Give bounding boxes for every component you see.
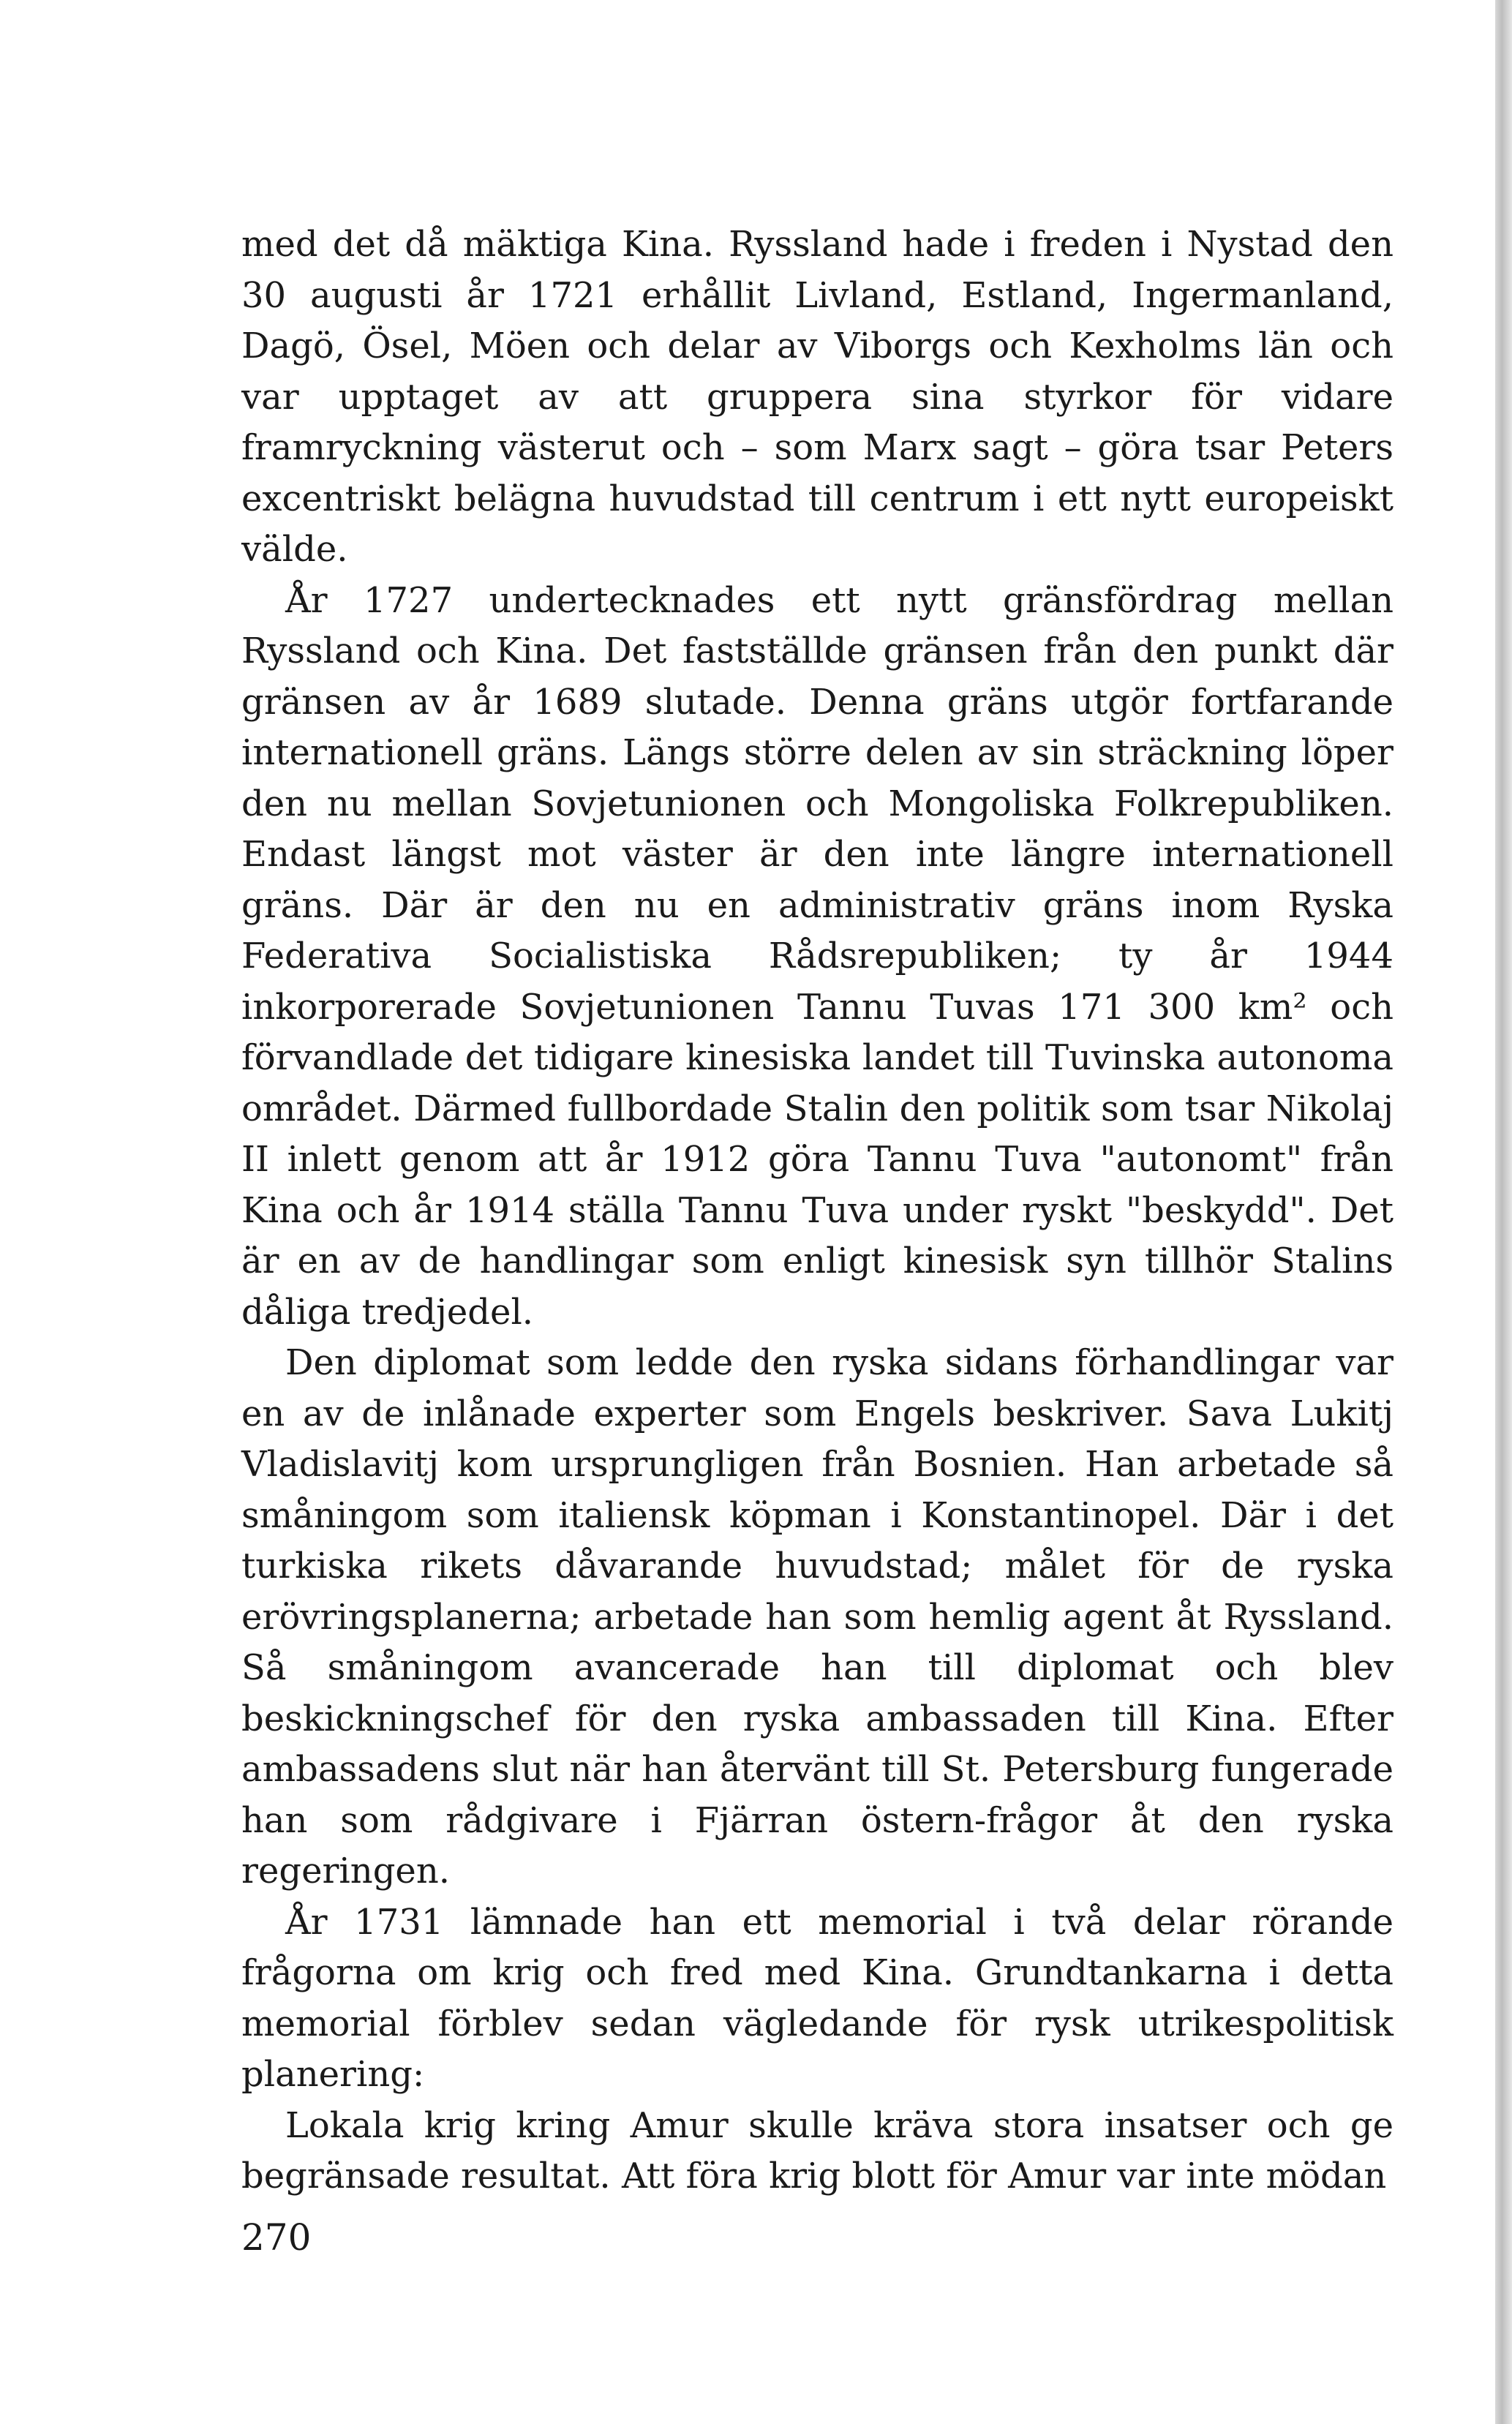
paragraph-1: med det då mäktiga Kina. Ryssland hade i freden i Nystad den 30 augusti år 1721 erhållit Livland, Estland, Ingermanland, Dagö, Ösel, Möen och delar av Viborgs och Kexholms län och var upptaget av att gruppera sina styrkor för vidare framryckning västerut och – som Marx sagt – göra tsar Peters excentriskt belägna huvudstad till centrum i ett nytt europeiskt välde. (241, 224, 1393, 570)
body-text (241, 219, 1393, 2202)
paragraph-2: År 1727 undertecknades ett nytt gränsfördrag mellan Ryssland och Kina. Det fastställde gränsen från den punkt där gränsen av år 1689 slutade. Denna gräns utgör fortfarande internationell gräns. Längs större delen av sin sträckning löper den nu mellan Sovjetunionen och Mongoliska Folkrepubliken. Endast längst mot väster är den inte längre internationell gräns. Där är den nu en administrativ gräns inom Ryska Federativa Socialistiska Rådsrepubliken; ty år 1944 inkorporerade Sovjetunionen Tannu Tuvas 171 300 km² och förvandlade det tidigare kinesiska landet till Tuvinska autonoma området. Därmed fullbordade Stalin den politik som tsar Nikolaj II inlett genom att år 1912 göra Tannu Tuva "autonomt" från Kina och år 1914 ställa Tannu Tuva under ryskt "beskydd". Det är en av de handlingar som enligt kinesisk syn tillhör Stalins dåliga tredjedel. (241, 579, 1393, 1333)
paragraph-3: Den diplomat som ledde den ryska sidans förhandlingar var en av de inlånade experter som Engels beskriver. Sava Lukitj Vladislavitj kom ursprungligen från Bosnien. Han arbetade så småningom som italiensk köpman i Konstantinopel. Där i det turkiska rikets dåvarande huvudstad; målet för de ryska erövringsplanerna; arbetade han som hemlig agent åt Ryssland. Så småningom avancerade han till diplomat och blev beskickningschef för den ryska ambassaden till Kina. Efter ambassadens slut när han återvänt till St. Petersburg fungerade han som rådgivare i Fjärran östern-frågor åt den ryska regeringen. (241, 1342, 1393, 1892)
paragraph-4: År 1731 lämnade han ett memorial i två delar rörande frågorna om krig och fred med Kina. Grundtankarna i detta memorial förblev sedan vägledande för rysk utrikespolitisk planering: (241, 1901, 1393, 2095)
page-number: 270 (241, 2216, 312, 2259)
paragraph-5: Lokala krig kring Amur skulle kräva stora insatser och ge begränsade resultat. Att föra krig blott för Amur var inte mödan (241, 2104, 1393, 2197)
page-edge-shadow (1495, 0, 1512, 2424)
